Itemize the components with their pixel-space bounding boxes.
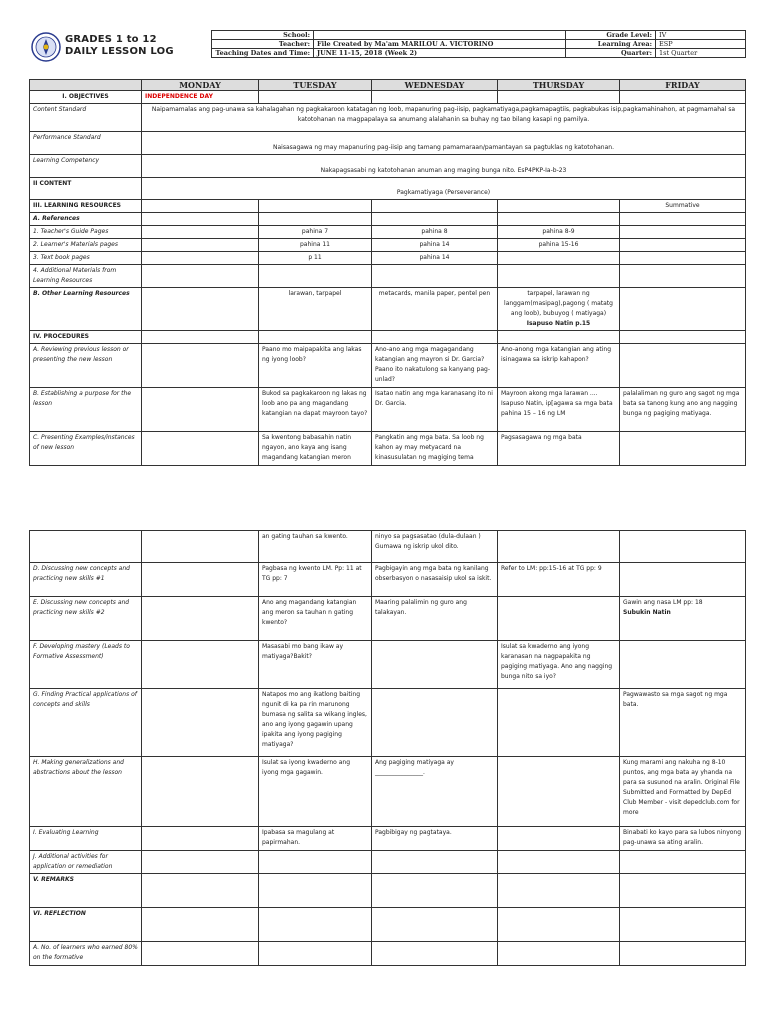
quarter-label: Quarter: xyxy=(566,49,656,58)
textbook-tuesday: p 11 xyxy=(259,252,372,265)
procedure-i-tuesday: Ipabasa sa magulang at papirmahan. xyxy=(259,827,372,851)
procedure-c-tuesday: Sa kwentong babasahin natin ngayon, ano kaya ang isang magandang katangian meron xyxy=(259,432,372,466)
references-heading: A. References xyxy=(30,213,142,226)
procedure-f-label: F. Developing mastery (Leads to Formative Assessment) xyxy=(30,641,142,689)
procedure-b-tuesday: Bukod sa pagkakaroon ng lakas ng loob ano pa ang magandang katangian na dapat mayroon tayo? xyxy=(259,388,372,432)
tg-pages-label: 1. Teacher's Guide Pages xyxy=(30,226,142,239)
lm-tuesday: pahina 11 xyxy=(259,239,372,252)
procedure-j-label: J. Additional activities for application or remediation xyxy=(30,851,142,874)
learning-competency-label: Learning Competency xyxy=(30,155,142,178)
lm-wednesday: pahina 14 xyxy=(372,239,498,252)
procedure-c-thursday: Pagsasagawa ng mga bata xyxy=(498,432,620,466)
performance-standard-text: Naisasagawa ng may mapanuring pag-iisip ang tamang pamamaraan/pamantayan sa pagtuklas ng katotohanan. xyxy=(142,132,746,155)
performance-standard-label: Performance Standard xyxy=(30,132,142,155)
corner-cell xyxy=(30,80,142,91)
day-header-friday: FRIDAY xyxy=(620,80,746,91)
other-resources-wednesday: metacards, manila paper, pentel pen xyxy=(372,288,498,331)
procedure-h-wednesday: Ang pagiging matiyaga ay ________________. xyxy=(372,757,498,827)
procedure-h-friday: Kung marami ang nakuha ng 8-10 puntos, ang mga bata ay yhanda na para sa susunod na aralin. Original File Submitted and Formatted by DepEd Club Member - visit depedclub.com for more xyxy=(620,757,746,827)
procedure-d-tuesday: Pagbasa ng kwento LM. Pp: 11 at TG pp: 7 xyxy=(259,563,372,597)
textbook-wednesday: pahina 14 xyxy=(372,252,498,265)
remarks-heading: V. REMARKS xyxy=(30,874,142,908)
procedure-h-tuesday: Isulat sa iyong kwaderno ang iyong mga gagawin. xyxy=(259,757,372,827)
other-resources-label: B. Other Learning Resources xyxy=(30,288,142,331)
procedure-f-tuesday: Masasabi mo bang ikaw ay matiyaga?Bakit? xyxy=(259,641,372,689)
grade-value: IV xyxy=(656,31,746,40)
school-value xyxy=(314,31,566,40)
objectives-heading: I. OBJECTIVES xyxy=(30,91,142,104)
procedures-heading: IV. PROCEDURES xyxy=(30,331,142,344)
learners-80-label: A. No. of learners who earned 80% on the formative xyxy=(30,942,142,966)
tg-wednesday: pahina 8 xyxy=(372,226,498,239)
procedure-b-thursday: Mayroon akong mga larawan .... Isapuso Natin, ip[agawa sa mga bata pahina 15 – 16 ng LM xyxy=(498,388,620,432)
procedure-c-label: C. Presenting Examples/instances of new lesson xyxy=(30,432,142,466)
procedure-h-label: H. Making generalizations and abstractions about the lesson xyxy=(30,757,142,827)
procedure-e-label: E. Discussing new concepts and practicing new skills #2 xyxy=(30,597,142,641)
procedure-a-wednesday: Ano-ano ang mga magagandang katangian ang mayron si Dr. Garcia? Paano ito nakatulong sa kanyang pag-unlad? xyxy=(372,344,498,388)
summative-label: Summative xyxy=(620,200,746,213)
holiday-label: INDEPENDENCE DAY xyxy=(142,91,259,104)
procedure-a-tuesday: Paano mo maipapakita ang lakas ng iyong loob? xyxy=(259,344,372,388)
lesson-table-part1 xyxy=(29,79,746,466)
procedure-a-thursday: Ano-anong mga katangian ang ating isinagawa sa iskrip kahapon? xyxy=(498,344,620,388)
procedure-b-wednesday: Isatao natin ang mga karanasang ito ni Dr. Garcia. xyxy=(372,388,498,432)
content-heading: II CONTENT xyxy=(30,178,142,200)
other-resources-thursday: tarpapel, larawan ng langgam(masipag),pagong ( matatg ang loob), bubuyog ( matiyaga) Isapuso Natin p.15 xyxy=(498,288,620,331)
tg-tuesday: pahina 7 xyxy=(259,226,372,239)
teacher-value: File Created by Ma'am MARILOU A. VICTORINO xyxy=(314,40,566,49)
procedure-d-thursday: Refer to LM: pp:15-16 at TG pp: 9 xyxy=(498,563,620,597)
tg-thursday: pahina 8-9 xyxy=(498,226,620,239)
procedure-f-thursday: Isulat sa kwaderno ang iyong karanasan na nagpapakita ng pagiging matiyaga. Ano ang nagging bunga nito sa iyo? xyxy=(498,641,620,689)
additional-materials-label: 4. Additional Materials from Learning Resources xyxy=(30,265,142,288)
procedure-b-label: B. Establishing a purpose for the lesson xyxy=(30,388,142,432)
procedure-i-friday: Binabati ko kayo para sa lubos ninyong pag-unawa sa ating aralin. xyxy=(620,827,746,851)
procedure-d-wednesday: Pagbigayin ang mga bata ng kanilang obserbasyon o nasasaisip ukol sa iskit. xyxy=(372,563,498,597)
procedure-e-wednesday: Maaring palalimin ng guro ang talakayan. xyxy=(372,597,498,641)
content-text: Pagkamatiyaga (Perseverance) xyxy=(142,178,746,200)
area-value: ESP xyxy=(656,40,746,49)
procedure-e-tuesday: Ano ang magandang katangian ang meron sa tauhan n gating kwento? xyxy=(259,597,372,641)
learning-competency-text: Nakapagsasabi ng katotohanan anuman ang maging bunga nito. EsP4PKP-Ia-b-23 xyxy=(142,155,746,178)
procedure-c-wednesday: Pangkatin ang mga bata. Sa loob ng kahon ay may metyacard na kinasusulatan ng magiging tema xyxy=(372,432,498,466)
procedure-e-friday: Gawin ang nasa LM pp: 18 Subukin Natin xyxy=(620,597,746,641)
lm-thursday: pahina 15-16 xyxy=(498,239,620,252)
school-label: School: xyxy=(212,31,314,40)
day-header-thursday: THURSDAY xyxy=(498,80,620,91)
teacher-label: Teacher: xyxy=(212,40,314,49)
procedure-g-friday: Pagwawasto sa mga sagot ng mga bata. xyxy=(620,689,746,757)
day-header-tuesday: TUESDAY xyxy=(259,80,372,91)
area-label: Learning Area: xyxy=(566,40,656,49)
procedure-g-tuesday: Natapos mo ang ikatlong baiting ngunit di ka pa rin marunong bumasa ng salita sa wikang ingles, ano ang iyong gagawin upang ipakita ang iyong pagiging matiyaga? xyxy=(259,689,372,757)
continuation-tuesday: an gating tauhan sa kwento. xyxy=(259,531,372,563)
procedure-d-label: D. Discussing new concepts and practicing new skills #1 xyxy=(30,563,142,597)
textbook-pages-label: 3. Text book pages xyxy=(30,252,142,265)
procedure-a-label: A. Reviewing previous lesson or presenting the new lesson xyxy=(30,344,142,388)
lm-pages-label: 2. Learner's Materials pages xyxy=(30,239,142,252)
day-header-monday: MONDAY xyxy=(142,80,259,91)
other-resources-tuesday: larawan, tarpapel xyxy=(259,288,372,331)
procedure-b-friday: palalaliman ng guro ang sagot ng mga bata sa tanong kung ano ang nagging bunga ng pagiging matiyaga. xyxy=(620,388,746,432)
dates-label: Teaching Dates and Time: xyxy=(212,49,314,58)
quarter-value: 1st Quarter xyxy=(656,49,746,58)
grade-label: Grade Level: xyxy=(566,31,656,40)
procedure-i-wednesday: Pagbibigay ng pagtataya. xyxy=(372,827,498,851)
content-standard-text: Naipamamalas ang pag-unawa sa kahalagahan ng pagkakaroon katatagan ng loob, mapanuring pag-iisip, pagkamatiyaga,pagkamapagtiis, pagkabukas isip,pagkamahinahon, at pagmamahal sa katotohanan na magpapalaya sa anumang alalahanin sa buhay ng tao bilang kasapi ng pamilya. xyxy=(142,104,746,132)
procedure-g-label: G. Finding Practical applications of concepts and skills xyxy=(30,689,142,757)
school-info-table xyxy=(211,30,746,58)
resources-heading: III. LEARNING RESOURCES xyxy=(30,200,142,213)
document-title: GRADES 1 to 12 DAILY LESSON LOG xyxy=(65,34,174,57)
deped-seal-icon xyxy=(31,32,61,62)
day-header-wednesday: WEDNESDAY xyxy=(372,80,498,91)
lesson-table-part2 xyxy=(29,530,746,966)
procedure-i-label: I. Evaluating Learning xyxy=(30,827,142,851)
continuation-wednesday: ninyo sa pagsasatao (dula-dulaan ) Gumawa ng iskrip ukol dito. xyxy=(372,531,498,563)
reflection-heading: VI. REFLECTION xyxy=(30,908,142,942)
content-standard-label: Content Standard xyxy=(30,104,142,132)
dates-value: JUNE 11-15, 2018 (Week 2) xyxy=(314,49,566,58)
